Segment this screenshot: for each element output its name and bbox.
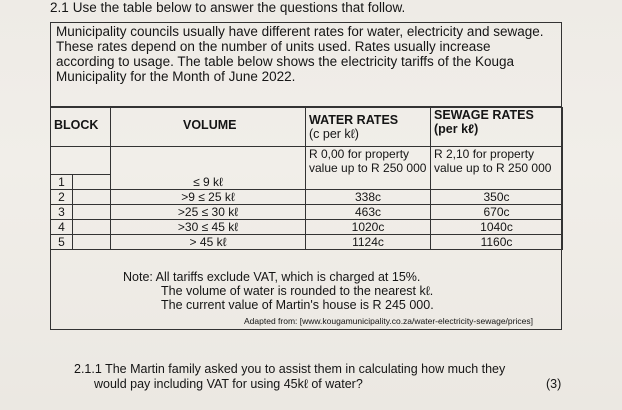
sewage-rate: 1160c [431,234,562,249]
note-house-value: The current value of Martin's house is R 245 000. [161,298,434,312]
sewage-column-cell [431,147,563,250]
volume-value: >30 ≤ 45 kℓ [111,219,305,234]
table-notes [123,270,563,312]
question-marks: (3) [546,377,562,391]
header-volume: VOLUME [111,108,306,147]
question-text-line2: would pay including VAT for using 45kℓ of water? [94,377,363,391]
sewage-rate: 670c [431,204,562,219]
water-property-rate: R 0,00 for property value up to R 250 000 [309,147,427,175]
block-number: 5 [51,234,73,249]
block-number: 3 [51,204,73,219]
question-header [50,0,405,15]
header-sewage-title: SEWAGE RATES [434,108,534,122]
sewage-property-rate: R 2,10 for property value up to R 250 000 [434,147,552,175]
sewage-rate: 1040c [431,219,562,234]
water-rate: 338c [306,189,430,204]
question-text-line1: The Martin family asked you to assist them in calculating how much they [105,362,506,376]
block-column-cell [51,147,111,250]
volume-value: >25 ≤ 30 kℓ [111,204,305,219]
block-number: 1 [51,174,73,189]
block-numbers [51,174,110,249]
sewage-rate: 350c [431,189,562,204]
water-rate: 463c [306,204,430,219]
question-2-1-1 [74,362,544,392]
header-water-rates [306,108,431,147]
source-citation: Adapted from: [www.kougamunicipality.co.za/water-electricity-sewage/prices] [244,316,533,326]
question-instruction: Use the table below to answer the questions that follow. [72,0,406,15]
question-number: 2.1.1 [74,362,102,376]
header-sewage-rates [431,108,563,147]
volume-value: ≤ 9 kℓ [193,175,223,189]
note-vat: Note: All tariffs exclude VAT, which is charged at 15%. [123,270,421,284]
question-number: 2.1 [50,0,69,15]
tariff-table [50,107,563,250]
header-sewage-unit: (per kℓ) [434,122,479,136]
intro-paragraph: Municipality councils usually have different rates for water, electricity and sewage. These rates depend on the number of units used. Rates usually increase according to usage. The table below shows the electricity tariffs of the Kouga Municipality for the Month of June 2022. [56,24,544,84]
water-rate: 1020c [306,219,430,234]
header-water-unit: (c per kℓ) [309,127,359,141]
water-rate: 1124c [306,234,430,249]
header-block: BLOCK [51,108,111,147]
note-rounding: The volume of water is rounded to the nearest kℓ. [161,284,434,298]
water-column-cell [306,147,431,250]
block-number: 2 [51,189,73,204]
block-number: 4 [51,219,73,234]
volume-column-cell [111,147,306,250]
table-row [51,147,563,250]
volume-value: > 45 kℓ [111,234,305,249]
tariff-header-row [51,108,563,147]
header-water-title: WATER RATES [309,113,399,127]
volume-value: >9 ≤ 25 kℓ [111,189,305,204]
